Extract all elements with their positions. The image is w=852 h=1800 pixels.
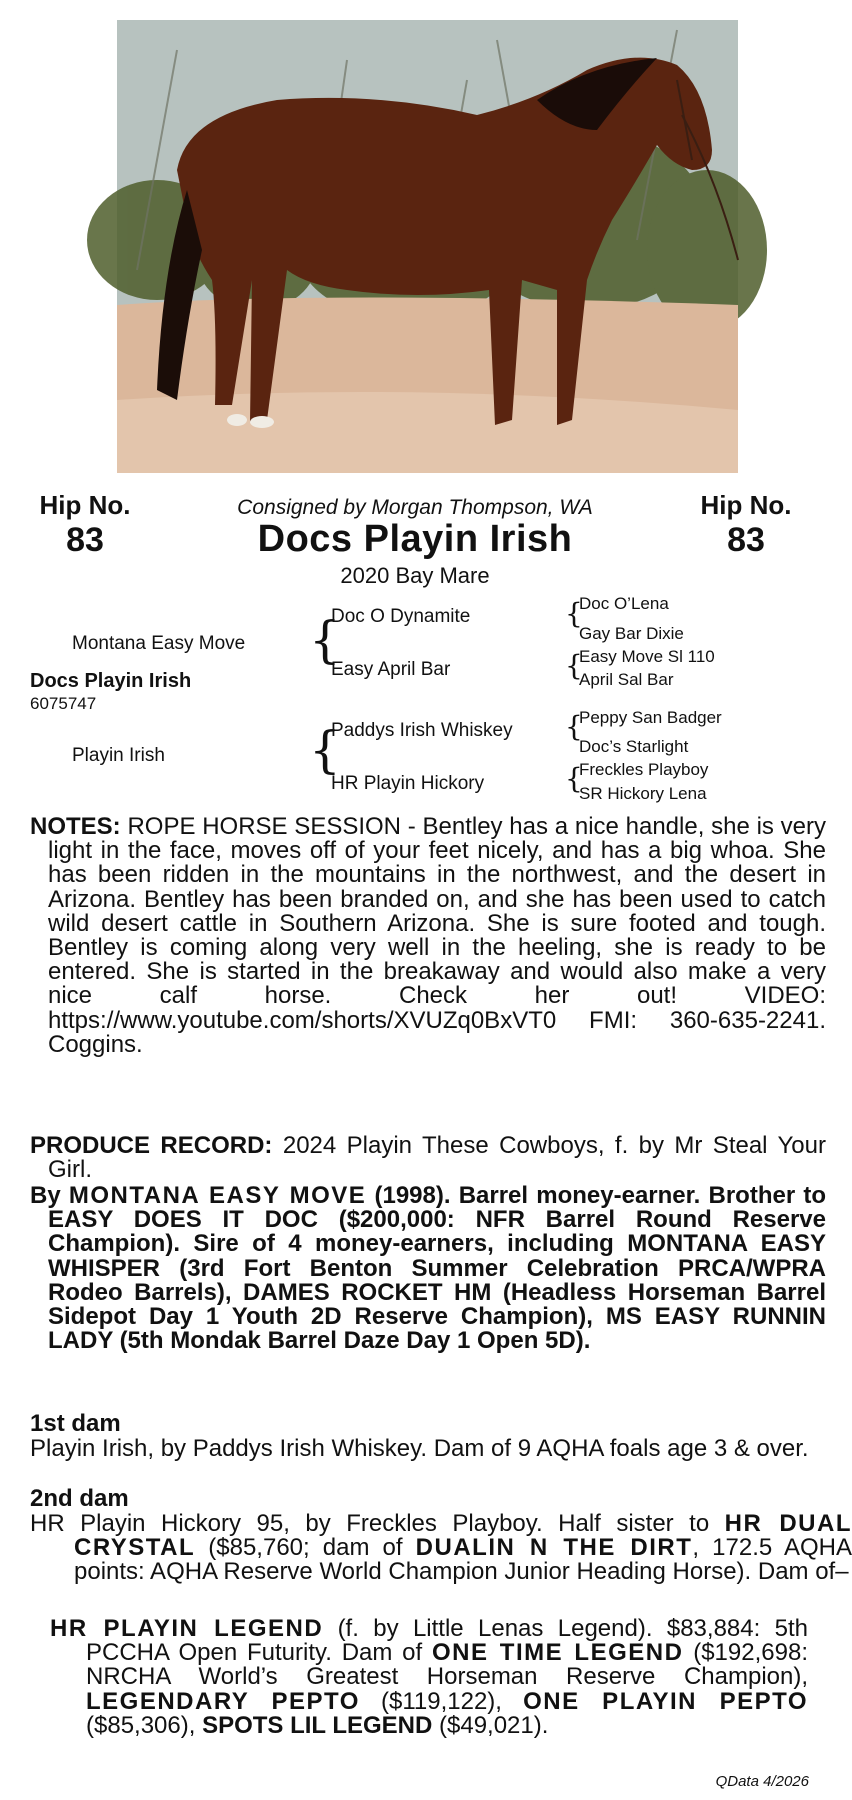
brace: { (309, 721, 341, 779)
second-dam-p1: HR Playin Hickory 95, by Freckles Playboy. Half sister to (30, 1510, 710, 1537)
hip-number-right (681, 490, 811, 560)
pedigree-gen3: April Sal Bar (579, 670, 674, 689)
brace: { (309, 611, 341, 669)
produce-label: PRODUCE RECORD: (30, 1132, 273, 1159)
brace: { (565, 710, 583, 743)
pedigree-sire: Montana Easy Move (72, 633, 246, 654)
first-dam-heading: 1st dam (30, 1410, 121, 1437)
sire-name: MONTANA EASY MOVE (68, 1182, 367, 1209)
produce-entry (30, 1617, 808, 1738)
sire-summary (30, 1184, 826, 1353)
pedigree-gen3: Doc O’Lena (579, 594, 669, 613)
notes-label: NOTES: (30, 813, 121, 840)
hip-number-left (20, 490, 150, 560)
pedigree-gen3: Freckles Playboy (579, 760, 709, 779)
pedigree-sire-sire: Doc O Dynamite (331, 606, 471, 627)
one-playin-pepto: ONE PLAYIN PEPTO (523, 1687, 809, 1715)
hip-label: Hip No. (700, 490, 792, 520)
second-dam-p3: , 172.5 AQHA points: AQHA Reserve World Champion Junior Heading Horse). Dam of– (74, 1534, 852, 1586)
registration-number: 6075747 (30, 694, 97, 713)
dualin-n-the-dirt: DUALIN N THE DIRT (415, 1534, 693, 1562)
hr-playin-legend: HR PLAYIN LEGEND (50, 1615, 324, 1642)
pedigree-horse: Docs Playin Irish (30, 670, 192, 692)
pedigree-dam-dam: HR Playin Hickory (331, 773, 485, 794)
first-dam-text: Playin Irish, by Paddys Irish Whiskey. Dam of 9 AQHA foals age 3 & over. (30, 1435, 809, 1462)
pedigree-gen3: SR Hickory Lena (579, 784, 707, 803)
spots-lil-legend: SPOTS LIL LEGEND (202, 1711, 433, 1739)
second-dam-p7: ($85,306), (86, 1711, 196, 1739)
pedigree-sire-dam: Easy April Bar (331, 659, 451, 680)
pedigree-dam-sire: Paddys Irish Whiskey (331, 720, 513, 741)
second-dam-text (30, 1512, 852, 1585)
pedigree-gen3: Gay Bar Dixie (579, 624, 684, 643)
pedigree-gen3: Peppy San Badger (579, 708, 722, 727)
second-dam-p2: ($85,760; dam of (208, 1534, 403, 1562)
notes-text: ROPE HORSE SESSION - Bentley has a nice handle, she is very light in the face, moves off of your feet nicely, and has a big whoa. She has been ridden in the mountains in the northwest, and the desert in Arizona. Bentley has been branded on, and she has been used to catch wild desert cattle in Southern Arizona. She is sure footed and tough. Bentley is coming along very well in the heeling, she is ready to be entered. She is started in the breakaway and would also make a very nice calf horse. Check her out! VIDEO: https://www.youtube.com/shorts/XVUZq0BxVT0 FMI: 360-635-2241. Coggins. (48, 813, 826, 1058)
pedigree-gen3: Doc’s Starlight (579, 737, 689, 756)
horse-photo (117, 20, 738, 473)
brace: { (565, 762, 583, 795)
hip-number: 83 (727, 521, 765, 559)
produce-text: 2024 Playin These Cowboys, f. by Mr Steal Your Girl. (48, 1132, 826, 1184)
pedigree-gen3: Easy Move Sl 110 (579, 647, 715, 666)
pedigree-dam: Playin Irish (72, 745, 165, 766)
legendary-pepto: LEGENDARY PEPTO (86, 1687, 360, 1715)
by-label: By (30, 1182, 61, 1209)
second-dam-p5: ($192,698: NRCHA World’s Greatest Horseman Reserve Champion), (86, 1639, 808, 1691)
produce-record (30, 1134, 826, 1182)
brace: { (565, 649, 583, 682)
hip-label: Hip No. (39, 490, 131, 520)
second-dam-p6: ($119,122), (380, 1687, 502, 1715)
notes-section (30, 815, 826, 1057)
second-dam-heading: 2nd dam (30, 1485, 129, 1512)
hip-number: 83 (66, 521, 104, 559)
consignor: Consigned by Morgan Thompson, WA (237, 496, 593, 519)
horse-description: 2020 Bay Mare (340, 563, 490, 588)
one-time-legend: ONE TIME LEGEND (431, 1639, 684, 1667)
brace: { (565, 597, 583, 630)
second-dam-p4: (f. by Little Lenas Legend). $83,884: 5th PCCHA Open Futurity. Dam of (86, 1615, 808, 1667)
horse-name: Docs Playin Irish (257, 518, 573, 560)
sire-text: (1998). Barrel money-earner. Brother to EASY DOES IT DOC ($200,000: NFR Barrel Round Reserve Champion). Sire of 4 money-earners, including MONTANA EASY WHISPER (3rd Fort Benton Summer Celebration PRCA/WPRA Rodeo Barrels), DAMES ROCKET HM (Headless Horseman Barrel Sidepot Day 1 Youth 2D Reserve Champion), MS EASY RUNNIN LADY (5th Mondak Barrel Daze Day 1 Open 5D). (48, 1182, 826, 1355)
hr-dual-crystal: HR DUAL CRYSTAL (74, 1510, 852, 1562)
footer-credit: QData 4/2026 (715, 1773, 809, 1790)
second-dam-p8: ($49,021). (439, 1711, 549, 1739)
